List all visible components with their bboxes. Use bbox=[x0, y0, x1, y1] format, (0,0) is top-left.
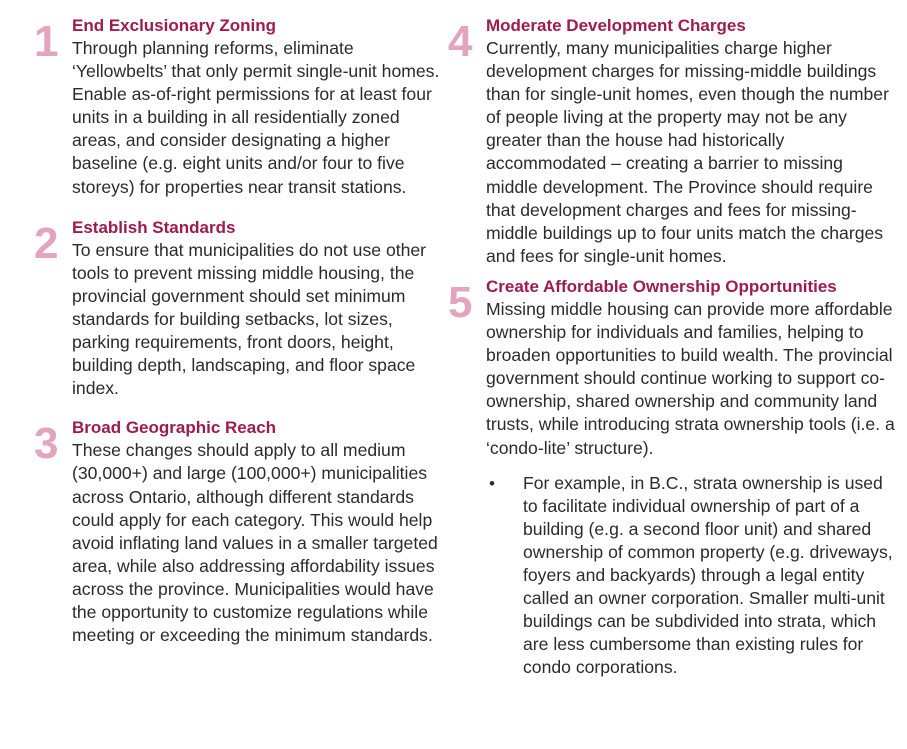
bullet-icon: • bbox=[489, 473, 495, 493]
recommendation-3 bbox=[34, 416, 444, 647]
recommendation-number: 1 bbox=[34, 17, 59, 66]
left-column bbox=[34, 14, 444, 647]
recommendation-body: Missing middle housing can provide more affordable ownership for individuals and families, helping to broaden opportunities to build wealth. The provincial government should continue working to support co-ownership, shared ownership and community land trusts, while introducing strata ownership tools (i.e. a ‘condo-lite’ structure). bbox=[486, 298, 895, 458]
recommendation-number: 4 bbox=[448, 17, 473, 66]
recommendation-number: 2 bbox=[34, 218, 59, 268]
recommendation-5 bbox=[448, 275, 898, 460]
recommendation-body: To ensure that municipalities do not use other tools to prevent missing middle housing, the provincial government should set minimum standards for building setbacks, lot sizes, parking requirements, front doors, height, building depth, landscaping, and floor space index. bbox=[72, 239, 427, 399]
recommendation-4 bbox=[448, 14, 898, 268]
recommendation-1 bbox=[34, 14, 444, 199]
recommendation-number: 3 bbox=[34, 419, 59, 469]
recommendation-title: Broad Geographic Reach bbox=[72, 418, 277, 438]
recommendation-2 bbox=[34, 216, 444, 401]
right-column bbox=[448, 14, 898, 679]
recommendation-body: Through planning reforms, eliminate ‘Yellowbelts’ that only permit single-unit homes. Enable as-of-right permissions for at least four units in a building in all residentially zoned areas, and consider designating a higher baseline (e.g. eight units and/or four to five storeys) for properties near transit stations. bbox=[72, 38, 440, 197]
bullet-text: For example, in B.C., strata ownership is used to facilitate individual ownership of part of a building (e.g. a second floor unit) and shared ownership of common property (e.g. driveways, foyers and backyards) through a legal entity called an owner corporation. Smaller multi-unit buildings can be subdivided into strata, which are less cumbersome than existing rules for condo corporations. bbox=[523, 472, 893, 678]
recommendation-body: Currently, many municipalities charge higher development charges for missing-middle buildings than for single-unit homes, even though the number of people living at the property may not be any greater than the house had historically accommodated – creating a barrier to missing middle development. The Province should require that development charges and fees for missing-middle buildings up to four units match the charges and fees for single-unit homes. bbox=[486, 38, 889, 266]
recommendation-title: Moderate Development Charges bbox=[486, 16, 746, 35]
recommendation-title: End Exclusionary Zoning bbox=[72, 16, 277, 35]
recommendation-body: These changes should apply to all medium (30,000+) and large (100,000+) municipalities across Ontario, although different standards could apply for each category. This would help avoid inflating land values in a smaller targeted area, while also addressing affordability issues across the province. Municipalities would have the opportunity to customize regulations while meeting or exceeding the minimum standards. bbox=[72, 440, 438, 646]
bullet-item bbox=[486, 472, 898, 680]
recommendation-title: Create Affordable Ownership Opportunities bbox=[486, 276, 837, 296]
recommendation-title: Establish Standards bbox=[72, 217, 236, 237]
recommendation-number: 5 bbox=[448, 277, 473, 327]
